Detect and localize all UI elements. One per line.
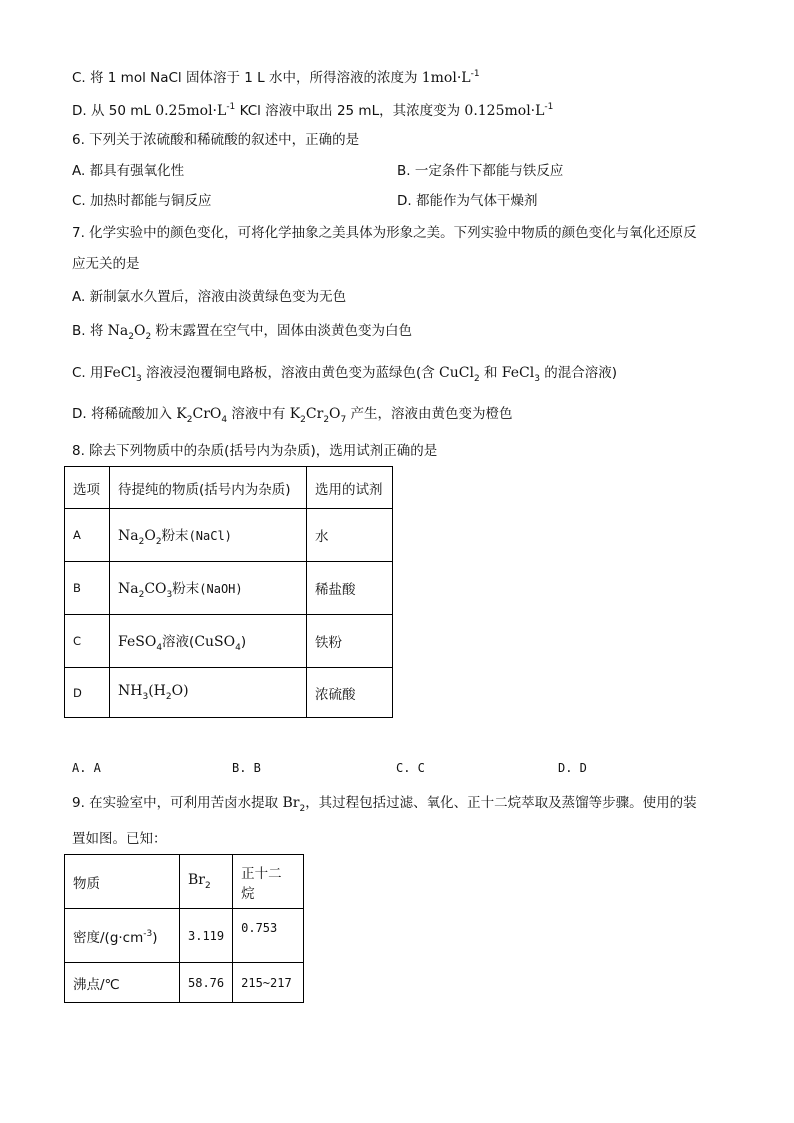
q8-table — [64, 466, 393, 718]
q7d-f1: K — [176, 406, 187, 422]
q7c-s2: 2 — [473, 374, 480, 384]
q7c-pre: C. 用 — [72, 365, 104, 381]
q6-stem: 6. 下列关于浓硫酸和稀硫酸的叙述中，正确的是 — [72, 132, 360, 148]
formula: O — [144, 527, 156, 544]
q7-stem-line2: 应无关的是 — [72, 256, 140, 272]
q7d-s3: 2 — [300, 415, 306, 425]
q7d-post: 产生，溶液由黄色变为橙色 — [346, 406, 513, 422]
q7c-s1: 3 — [135, 374, 142, 384]
formula: CO — [144, 580, 167, 597]
table-row — [65, 668, 393, 718]
formula: O) — [171, 683, 189, 699]
q8-cell-reagent: 铁粉 — [307, 615, 393, 668]
density-label-text: 密度/(g·cm — [73, 929, 144, 946]
impurity: (NaCl) — [188, 528, 232, 543]
q9-table — [64, 854, 304, 1003]
table-row — [65, 963, 304, 1003]
q5d-prefix: D. 从 50 mL — [72, 103, 156, 119]
q7-option-d — [72, 404, 513, 430]
q8-header-row — [65, 467, 393, 509]
substance-text: 粉末 — [172, 580, 200, 597]
subscript: 2 — [138, 589, 145, 600]
q9-bp-dodecane: 215~217 — [233, 963, 304, 1003]
q9-subscript: 2 — [299, 804, 306, 814]
formula: FeSO — [118, 633, 157, 650]
table-row — [65, 509, 393, 562]
q7b-f1: Na — [107, 323, 129, 339]
formula: Br — [188, 872, 205, 888]
q5c-exp: -1 — [470, 69, 480, 79]
formula: (H — [148, 683, 166, 699]
q7d-mid: 溶液中有 — [227, 406, 290, 422]
q9-header-br2 — [180, 855, 233, 909]
q7d-f5: O — [329, 406, 341, 422]
substance-text: 粉末 — [161, 527, 189, 544]
q9-header-substance: 物质 — [65, 855, 180, 909]
q9-density-label — [65, 909, 180, 963]
q9-stem-line1 — [72, 793, 697, 819]
q7c-mid2: 和 — [479, 365, 502, 381]
paren: ) — [240, 633, 247, 650]
q8-cell-reagent: 稀盐酸 — [307, 562, 393, 615]
subscript: 2 — [165, 692, 172, 702]
q5c-unit: 1mol·L — [421, 70, 471, 86]
q9-formula: Br — [282, 795, 300, 811]
q9-stem-post: ，其过程包括过滤、氧化、正十二烷萃取及蒸馏等步骤。使用的装 — [305, 795, 697, 811]
q8-cell-substance — [110, 509, 307, 562]
q9-stem-line2: 置如图。已知： — [72, 831, 167, 847]
q8-header-reagent: 选用的试剂 — [307, 467, 393, 509]
q9-header-dodecane: 正十二烷 — [233, 855, 304, 909]
q5d-exp1: -1 — [226, 102, 236, 112]
q7d-s2: 4 — [221, 415, 228, 425]
q7d-f2: CrO — [192, 406, 222, 422]
table-row — [65, 615, 393, 668]
q6-option-c: C. 加热时都能与铜反应 — [72, 193, 212, 209]
formula: Na — [118, 580, 139, 597]
q7c-mid1: 溶液浸泡覆铜电路板，溶液由黄色变为蓝绿色(含 — [141, 365, 440, 381]
q7d-pre: D. 将稀硫酸加入 — [72, 406, 177, 422]
q8-header-option: 选项 — [65, 467, 110, 509]
q6-option-a: A. 都具有强氧化性 — [72, 163, 185, 179]
q8-answer-c: C. C — [396, 761, 425, 775]
q7d-s1: 2 — [186, 415, 193, 425]
q7-option-b — [72, 321, 412, 347]
q5-option-c — [72, 64, 480, 88]
q8-cell-substance — [110, 562, 307, 615]
q7b-s2: 2 — [145, 332, 152, 342]
subscript: 3 — [166, 589, 173, 600]
subscript: 2 — [155, 536, 162, 547]
q8-cell-substance — [110, 615, 307, 668]
q8-answer-d: D. D — [558, 761, 587, 775]
q7d-s5: 7 — [340, 415, 347, 425]
q6-option-b: B. 一定条件下都能与铁反应 — [397, 163, 564, 179]
subscript: 2 — [138, 536, 145, 547]
q8-cell-option: A — [65, 509, 110, 562]
formula: CuSO — [194, 633, 236, 650]
q7c-s3: 3 — [534, 374, 540, 384]
q7c-post: 的混合溶液) — [539, 365, 618, 381]
q7-option-c — [72, 363, 617, 389]
q8-stem: 8. 除去下列物质中的杂质(括号内为杂质)，选用试剂正确的是 — [72, 443, 438, 459]
q7d-f3: K — [289, 406, 301, 422]
q7b-s1: 2 — [128, 332, 134, 342]
q5-option-d — [72, 97, 553, 121]
subscript: 3 — [142, 692, 149, 702]
q7b-pre: B. 将 — [72, 323, 108, 339]
impurity: (NaOH) — [199, 581, 243, 596]
paren: ) — [152, 929, 158, 946]
q9-density-br2: 3.119 — [180, 909, 233, 963]
q9-bp-label: 沸点/℃ — [65, 963, 180, 1003]
q7d-s4: 2 — [323, 415, 330, 425]
subscript: 4 — [235, 642, 241, 653]
q7b-f2: O — [133, 323, 146, 339]
q7-option-a: A. 新制氯水久置后，溶液由淡黄绿色变为无色 — [72, 289, 347, 305]
q7c-f3: FeCl — [501, 365, 535, 381]
q8-answer-b: B. B — [232, 761, 261, 775]
q9-density-dodecane: 0.753 — [233, 909, 304, 963]
q8-header-substance: 待提纯的物质(括号内为杂质) — [110, 467, 307, 509]
q7c-f2: CuCl — [439, 365, 474, 381]
q8-cell-reagent: 浓硫酸 — [307, 668, 393, 718]
q8-cell-option: C — [65, 615, 110, 668]
q7c-f1: FeCl — [103, 365, 136, 381]
q5c-text: C. 将 1 mol NaCl 固体溶于 1 L 水中，所得溶液的浓度为 — [72, 70, 422, 86]
q7d-f4: Cr — [305, 406, 324, 422]
q9-stem-pre: 9. 在实验室中，可利用苦卤水提取 — [72, 795, 283, 811]
table-row — [65, 562, 393, 615]
q5d-conc: 0.25mol·L — [155, 103, 227, 119]
q8-cell-option: B — [65, 562, 110, 615]
superscript: -3 — [143, 928, 153, 939]
q5d-conc2: 0.125mol·L — [464, 103, 545, 119]
q5d-exp2: -1 — [544, 102, 554, 112]
table-row — [65, 909, 304, 963]
q7b-post: 粉末露置在空气中，固体由淡黄色变为白色 — [151, 323, 412, 339]
q9-header-row — [65, 855, 304, 909]
q7-stem-line1: 7. 化学实验中的颜色变化，可将化学抽象之美具体为形象之美。下列实验中物质的颜色变化与氧化还原反 — [72, 225, 697, 241]
q6-option-d: D. 都能作为气体干燥剂 — [397, 193, 538, 209]
q8-cell-option: D — [65, 668, 110, 718]
formula: NH — [118, 683, 143, 699]
q5d-mid: KCl 溶液中取出 25 mL，其浓度变为 — [235, 103, 465, 119]
q8-answer-a: A. A — [72, 761, 101, 775]
subscript: 2 — [204, 881, 211, 891]
q9-bp-br2: 58.76 — [180, 963, 233, 1003]
substance-text: 溶液( — [162, 633, 195, 650]
subscript: 4 — [156, 642, 163, 653]
q8-cell-substance — [110, 668, 307, 718]
formula: Na — [118, 527, 139, 544]
q8-cell-reagent: 水 — [307, 509, 393, 562]
